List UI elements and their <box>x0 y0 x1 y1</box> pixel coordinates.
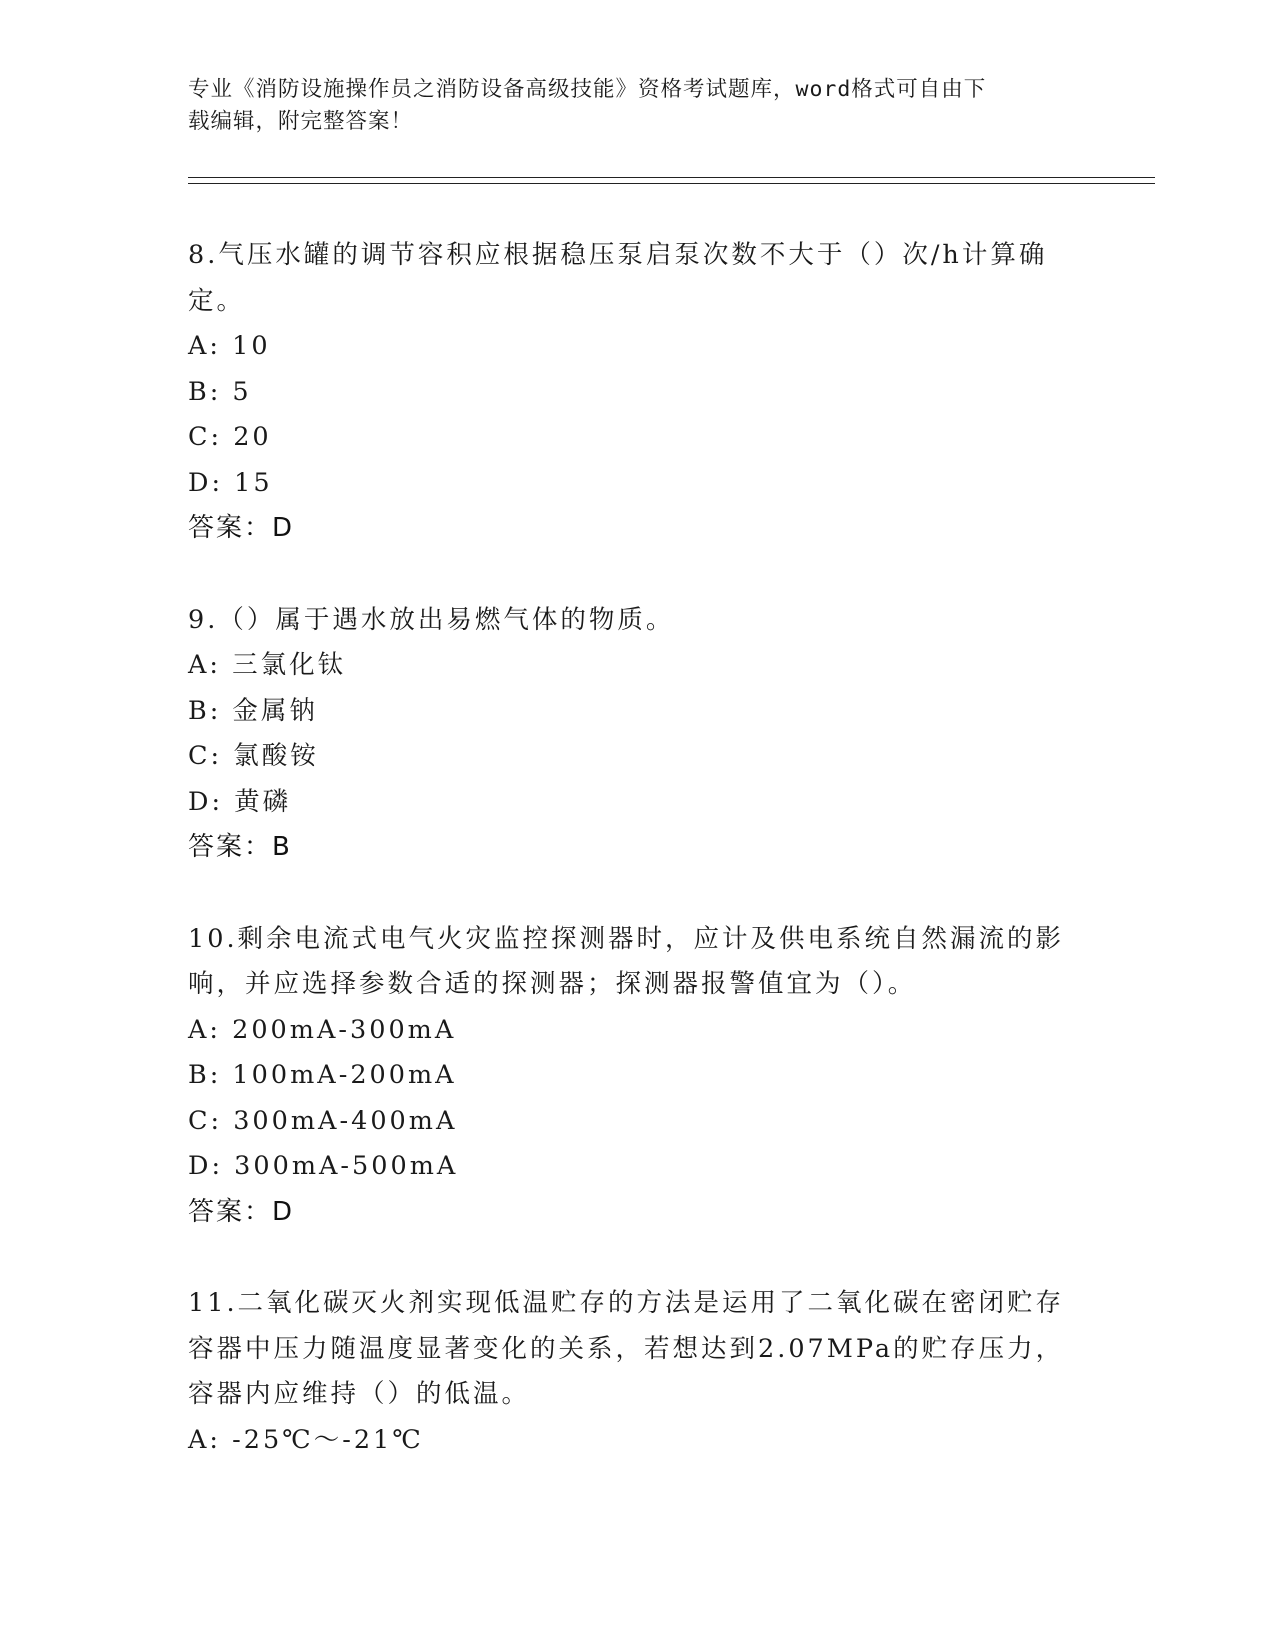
question-text-line: 8.气压水罐的调节容积应根据稳压泵启泵次数不大于（）次/h计算确 <box>188 240 1048 270</box>
question-text-line: 10.剩余电流式电气火灾监控探测器时，应计及供电系统自然漏流的影 <box>188 923 1065 954</box>
question-text-line: 响，并应选择参数合适的探测器；探测器报警值宜为（）。 <box>188 969 917 999</box>
answer: 答案：B <box>188 832 292 862</box>
option-c: C: 氯酸铵 <box>188 741 319 771</box>
question-8 <box>188 233 1088 552</box>
header-line-1: 专业《消防设施操作员之消防设备高级技能》资格考试题库，word格式可自由下 <box>188 77 987 102</box>
option-b: B: 100mA-200mA <box>188 1060 457 1090</box>
option-a: A: 三氯化钛 <box>188 650 347 680</box>
question-text-line: 11.二氧化碳灭火剂实现低温贮存的方法是运用了二氧化碳在密闭贮存 <box>188 1288 1065 1318</box>
document-header <box>188 74 1068 138</box>
option-a: A: 10 <box>188 331 271 361</box>
option-c: C: 20 <box>188 422 272 452</box>
option-d: D: 300mA-500mA <box>188 1151 459 1181</box>
question-10 <box>188 917 1088 1236</box>
question-text-line: 9.（）属于遇水放出易燃气体的物质。 <box>188 604 675 635</box>
option-a: A: 200mA-300mA <box>188 1014 457 1045</box>
answer: 答案：D <box>188 1196 295 1227</box>
option-c: C: 300mA-400mA <box>188 1105 458 1136</box>
header-line-2: 载编辑，附完整答案！ <box>188 109 414 134</box>
option-b: B: 5 <box>188 376 252 407</box>
option-a: A: -25℃～-21℃ <box>188 1424 424 1455</box>
answer: 答案：D <box>188 513 295 543</box>
header-divider-bottom <box>188 183 1155 184</box>
header-divider-top <box>188 177 1155 178</box>
question-9 <box>188 598 1088 871</box>
question-11 <box>188 1281 1088 1463</box>
option-d: D: 黄磷 <box>188 786 292 817</box>
question-text-line: 容器内应维持（）的低温。 <box>188 1379 531 1409</box>
question-text-line: 定。 <box>188 285 246 316</box>
option-d: D: 15 <box>188 467 273 498</box>
question-text-line: 容器中压力随温度显著变化的关系，若想达到2.07MPa的贮存压力， <box>188 1333 1065 1364</box>
question-list <box>188 233 1088 1509</box>
option-b: B: 金属钠 <box>188 695 318 726</box>
